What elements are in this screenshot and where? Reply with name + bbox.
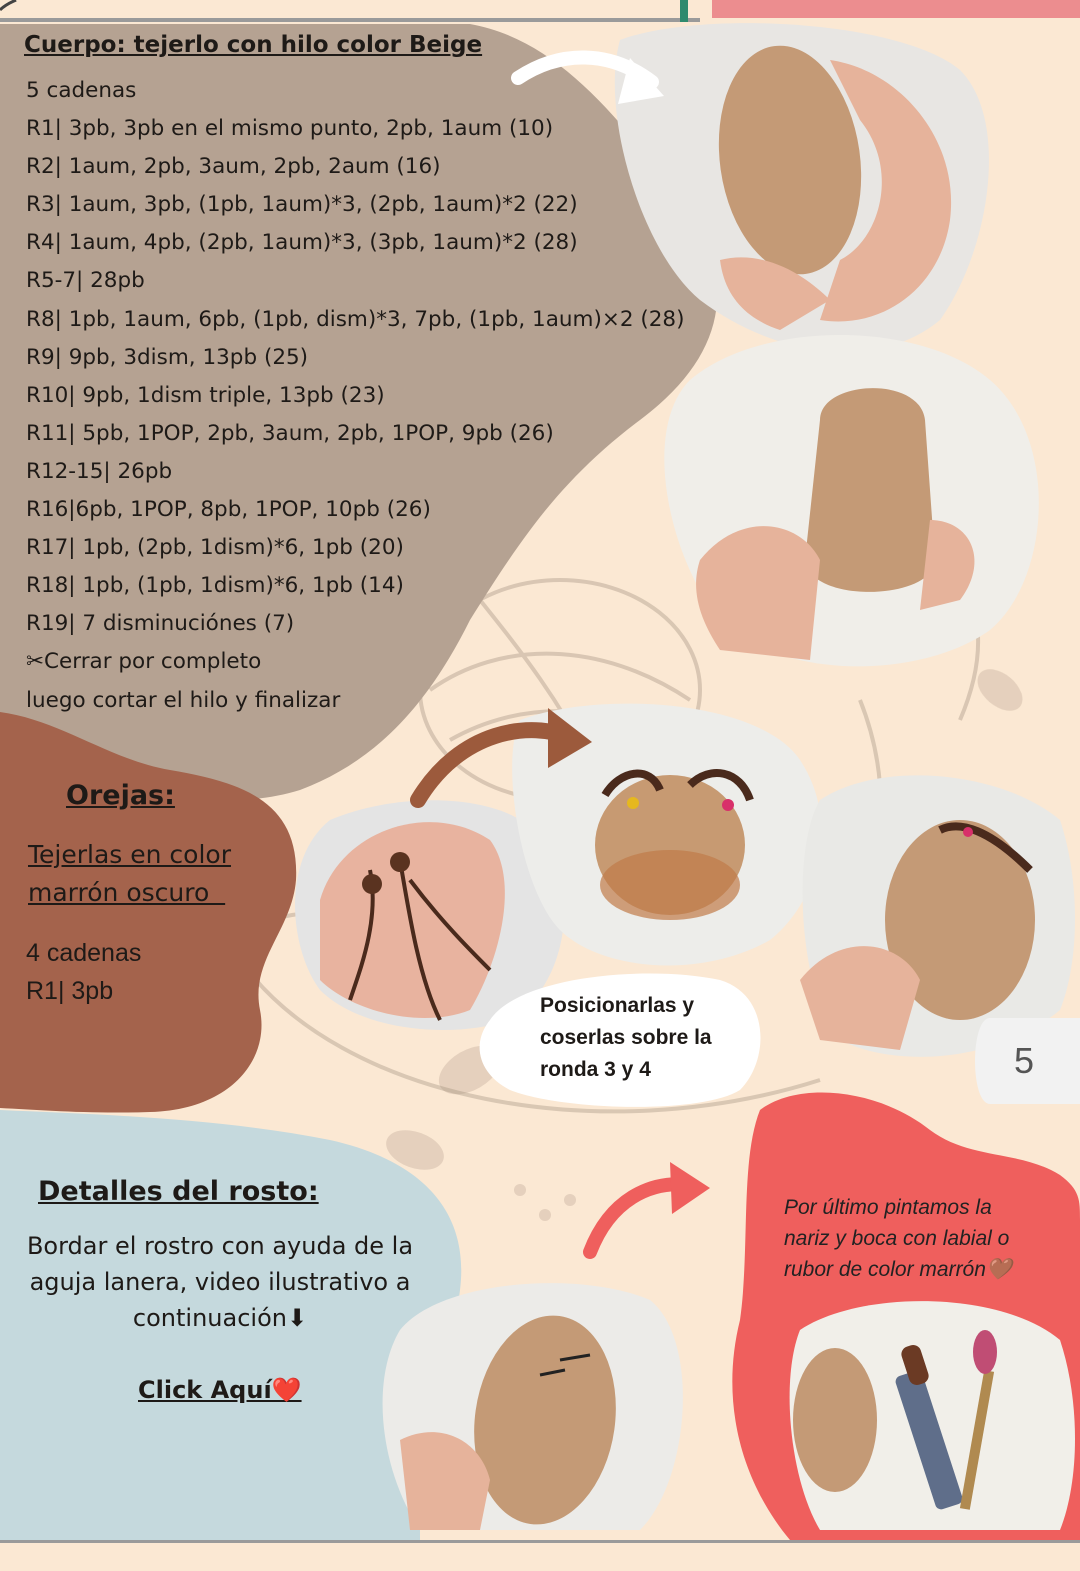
cuerpo-row: R16|6pb, 1POP, 8pb, 1POP, 10pb (26)	[26, 497, 431, 523]
photo-crochet-body-back	[664, 335, 1039, 666]
orejas-subtitle-line: marrón oscuro	[28, 878, 226, 907]
cuerpo-row: R1| 3pb, 3pb en el mismo punto, 2pb, 1aum (10)	[26, 116, 554, 142]
photo-makeup-and-figure	[790, 1301, 1075, 1530]
cuerpo-row: R8| 1pb, 1aum, 6pb, (1pb, dism)*3, 7pb, (1pb, 1aum)×2 (28)	[26, 306, 685, 332]
photo-body-with-ears-side	[800, 775, 1075, 1057]
photo-embroidered-face	[383, 1283, 683, 1534]
speech-bubble-text	[540, 990, 712, 1086]
orejas-rows	[26, 934, 141, 1010]
bubble-line: ronda 3 y 4	[540, 1058, 651, 1081]
cuerpo-row: 5 cadenas	[26, 78, 137, 103]
orejas-subtitle-line: Tejerlas en color	[28, 840, 231, 869]
cuerpo-rows	[26, 72, 685, 720]
final-note-line: nariz y boca con labial o	[784, 1227, 1010, 1250]
cuerpo-row: R17| 1pb, (2pb, 1dism)*6, 1pb (20)	[26, 535, 404, 561]
orejas-title: Orejas:	[66, 780, 175, 811]
final-note-line: rubor de color marrón🤎	[784, 1258, 1013, 1281]
bubble-line: Posicionarlas y	[540, 994, 695, 1017]
top-green-bar	[680, 0, 688, 22]
detalles-body: Bordar el rostro con ayuda de la aguja lanera, video ilustrativo a continuación⬇	[26, 1232, 414, 1332]
page-number: 5	[1014, 1040, 1035, 1081]
cuerpo-row: R12-15| 26pb	[26, 458, 173, 484]
cuerpo-row: R10| 9pb, 1dism triple, 13pb (23)	[26, 382, 385, 408]
detalles-title: Detalles del rosto:	[38, 1176, 319, 1207]
orejas-subtitle	[28, 836, 231, 912]
bottom-divider	[0, 1540, 1080, 1543]
cuerpo-row: R3| 1aum, 3pb, (1pb, 1aum)*3, (2pb, 1aum)*2 (22)	[26, 192, 578, 218]
bottom-strip	[0, 1540, 1080, 1571]
arrow-coral	[590, 1162, 710, 1252]
cuerpo-row: R18| 1pb, (1pb, 1dism)*6, 1pb (14)	[26, 573, 404, 599]
cuerpo-row: R19| 7 disminuciónes (7)	[26, 611, 295, 637]
top-divider	[0, 18, 700, 22]
cuerpo-title: Cuerpo: tejerlo con hilo color Beige	[24, 32, 483, 58]
final-note	[784, 1192, 1012, 1285]
cuerpo-row: R9| 9pb, 3dism, 13pb (25)	[26, 344, 309, 370]
cuerpo-row: luego cortar el hilo y finalizar	[26, 687, 341, 713]
final-note-line: Por último pintamos la	[784, 1196, 992, 1219]
cuerpo-row: R2| 1aum, 2pb, 3aum, 2pb, 2aum (16)	[26, 154, 441, 180]
click-here-link[interactable]: Click Aquí❤️	[138, 1376, 302, 1404]
cuerpo-row: ✂Cerrar por completo	[26, 649, 262, 675]
cuerpo-row: R5-7| 28pb	[26, 268, 145, 294]
orejas-row: R1| 3pb	[26, 977, 114, 1005]
bubble-line: coserlas sobre la	[540, 1026, 712, 1049]
cuerpo-row: R4| 1aum, 4pb, (2pb, 1aum)*3, (3pb, 1aum)*2 (28)	[26, 230, 578, 256]
orejas-row: 4 cadenas	[26, 939, 142, 967]
cuerpo-row: R11| 5pb, 1POP, 2pb, 3aum, 2pb, 1POP, 9pb (26)	[26, 420, 554, 446]
top-pink-bar	[712, 0, 1080, 18]
